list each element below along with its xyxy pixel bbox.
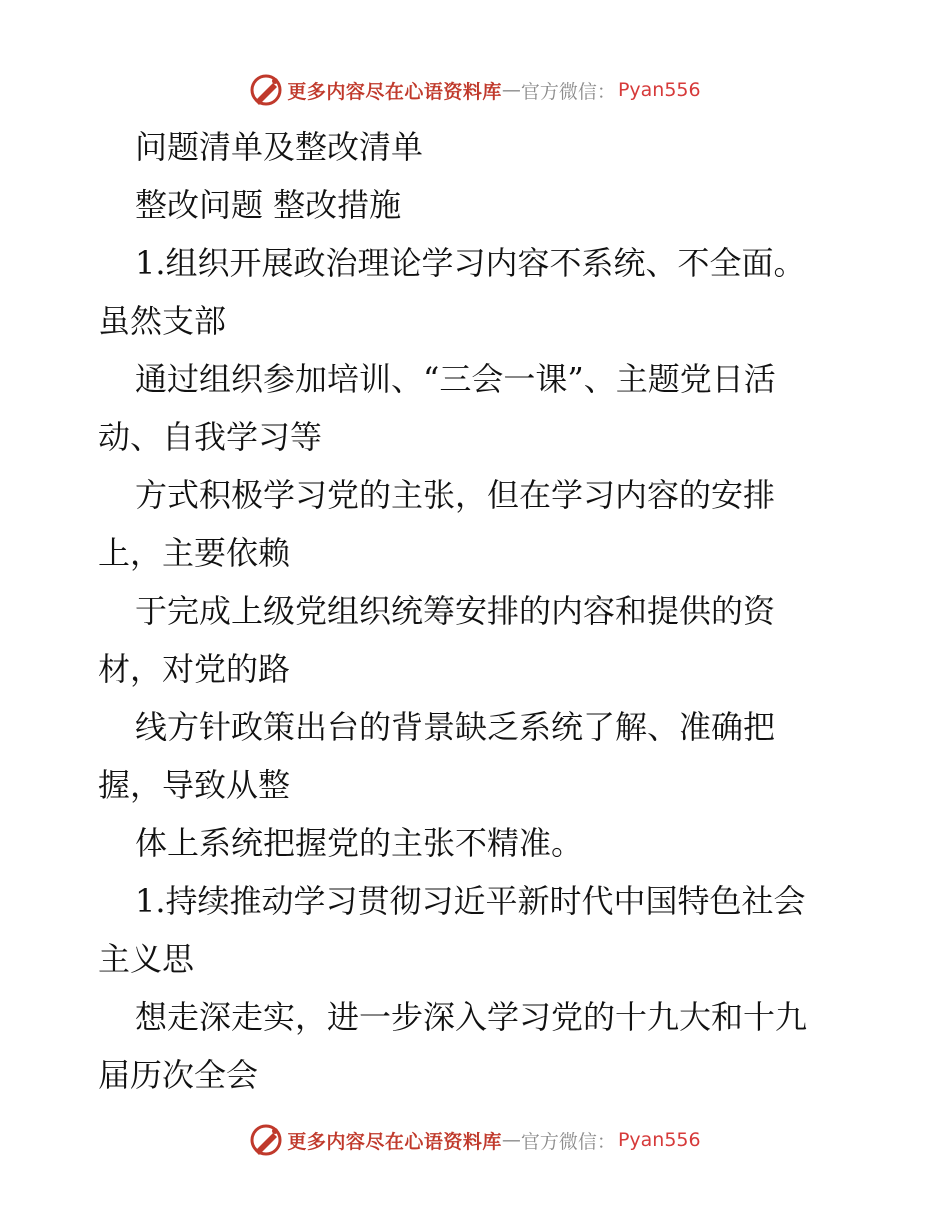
doc-line — [98, 814, 858, 872]
doc-line — [98, 872, 858, 988]
banner-wechat-id: Pyan556 — [617, 1129, 701, 1151]
footer-banner — [0, 1120, 950, 1160]
line-rest: 主义思 — [98, 940, 195, 978]
doc-line — [98, 466, 858, 582]
pen-logo-icon — [249, 73, 283, 107]
line-first: 1.组织开展政治理论学习内容不系统、不全面。 — [135, 244, 806, 282]
banner-official-label: 官方微信： — [520, 1130, 616, 1153]
banner-official-label: 官方微信： — [520, 80, 616, 103]
line-first: 方式积极学习党的主张，但在学习内容的安排 — [135, 476, 776, 514]
doc-line — [98, 988, 858, 1104]
line-rest: 上，主要依赖 — [98, 534, 291, 572]
banner-text: 更多内容尽在心语资料库 — [287, 1130, 502, 1153]
line-first: 线方针政策出台的背景缺乏系统了解、准确把 — [135, 708, 776, 746]
line-first: 1.持续推动学习贯彻习近平新时代中国特色社会 — [135, 882, 806, 920]
doc-line — [98, 350, 858, 466]
pen-logo-icon — [249, 1123, 283, 1157]
line-rest: 握，导致从整 — [98, 766, 291, 804]
banner-dash: — — [501, 79, 521, 101]
doc-line — [98, 118, 858, 176]
line-first: 想走深走实，进一步深入学习党的十九大和十九 — [135, 998, 808, 1036]
line-first: 问题清单及整改清单 — [135, 128, 424, 166]
line-first: 体上系统把握党的主张不精准。 — [135, 824, 584, 862]
banner-wechat-id: Pyan556 — [617, 79, 701, 101]
line-rest: 届历次全会 — [98, 1056, 259, 1094]
banner-dash: — — [501, 1129, 521, 1151]
doc-line — [98, 582, 858, 698]
line-rest: 动、自我学习等 — [98, 418, 323, 456]
line-rest: 材，对党的路 — [98, 650, 291, 688]
line-first: 整改问题 整改措施 — [135, 186, 402, 224]
line-rest: 虽然支部 — [98, 302, 227, 340]
header-banner — [0, 70, 950, 110]
doc-line — [98, 176, 858, 234]
banner-text: 更多内容尽在心语资料库 — [287, 80, 502, 103]
line-first: 通过组织参加培训、“三会一课”、主题党日活 — [135, 360, 776, 398]
document-body — [98, 118, 858, 1104]
line-first: 于完成上级党组织统筹安排的内容和提供的资 — [135, 592, 776, 630]
doc-line — [98, 698, 858, 814]
doc-line — [98, 234, 858, 350]
